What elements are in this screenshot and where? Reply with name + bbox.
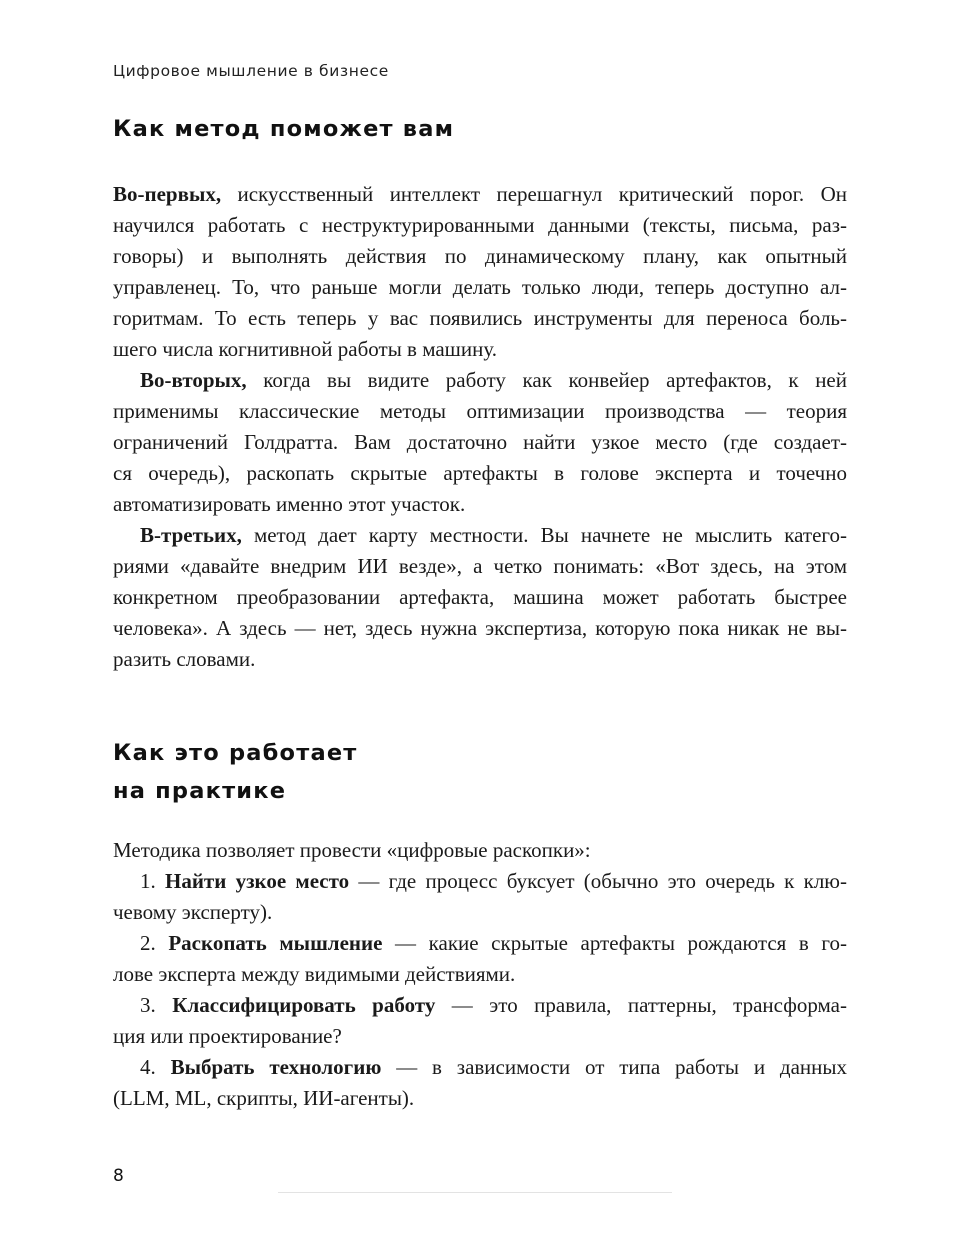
text-run: — какие скрытые артефакты рождаются в го- — [382, 931, 848, 955]
text-run: научился работать с неструктурированными данными (тексты, письма, раз- — [113, 213, 847, 237]
text-line — [113, 241, 847, 272]
text-run: шего числа когнитивной работы в машину. — [113, 337, 497, 361]
text-run: ция или проектирование? — [113, 1024, 342, 1048]
text-run: ограничений Голдратта. Вам достаточно найти узкое место (где создает- — [113, 430, 847, 454]
bold-term: Раскопать мышление — [168, 931, 383, 955]
text-run: человека». А здесь — нет, здесь нужна экспертиза, которую пока никак не вы- — [113, 616, 847, 640]
text-line — [140, 990, 847, 1021]
text-line — [113, 489, 847, 520]
text-run: ся очередь), раскопать скрытые артефакты в голове эксперта и точечно — [113, 461, 847, 485]
text-run: управленец. То, что раньше могли делать только люди, теперь доступно ал- — [113, 275, 847, 299]
text-run: лове эксперта между видимыми действиями. — [113, 962, 516, 986]
text-run: 2. — [140, 931, 169, 955]
section-heading-line-1: Как это работает — [113, 740, 358, 766]
text-line — [140, 365, 847, 396]
text-line — [113, 835, 847, 866]
footer-divider — [278, 1192, 672, 1193]
text-run: 3. — [140, 993, 173, 1017]
text-run: чевому эксперту). — [113, 900, 273, 924]
text-line — [113, 582, 847, 613]
bold-term: Во-вторых, — [140, 368, 247, 392]
text-line — [140, 866, 847, 897]
bold-term: Выбрать технологию — [170, 1055, 382, 1079]
bold-term: Найти узкое место — [165, 869, 350, 893]
bold-term: Классифицировать работу — [172, 993, 436, 1017]
text-line — [113, 1083, 847, 1114]
text-line — [113, 1021, 847, 1052]
text-line — [113, 551, 847, 582]
text-line — [140, 1052, 847, 1083]
section-heading: Как метод поможет вам — [113, 116, 455, 142]
text-run: когда вы видите работу как конвейер артефактов, к ней — [246, 368, 847, 392]
text-line — [113, 396, 847, 427]
text-run: конкретном преобразовании артефакта, машина может работать быстрее — [113, 585, 847, 609]
text-line — [140, 520, 847, 551]
text-run: автоматизировать именно этот участок. — [113, 492, 466, 516]
text-run: — в зависимости от типа работы и данных — [381, 1055, 848, 1079]
text-line — [113, 613, 847, 644]
text-line — [113, 303, 847, 334]
text-run: (LLM, ML, скрипты, ИИ-агенты). — [113, 1086, 415, 1110]
text-line — [113, 959, 847, 990]
text-line — [113, 897, 847, 928]
text-run: разить словами. — [113, 647, 256, 671]
bold-term: Во-первых, — [113, 182, 222, 206]
text-line — [140, 928, 847, 959]
text-run: горитмам. То есть теперь у вас появились инструменты для переноса боль- — [113, 306, 847, 330]
text-line — [113, 210, 847, 241]
text-line — [113, 644, 847, 675]
text-run: 4. — [140, 1055, 171, 1079]
text-line — [113, 458, 847, 489]
text-line — [113, 334, 847, 365]
text-line — [113, 179, 847, 210]
text-run: метод дает карту местности. Вы начнете не мыслить катего- — [241, 523, 847, 547]
text-run: Методика позволяет провести «цифровые раскопки»: — [113, 838, 591, 862]
text-run: — это правила, паттерны, трансформа- — [435, 993, 847, 1017]
running-head: Цифровое мышление в бизнесе — [113, 62, 389, 80]
text-run: 1. — [140, 869, 165, 893]
text-run: применимы классические методы оптимизации производства — теория — [113, 399, 847, 423]
section-heading-line-2: на практике — [113, 778, 287, 804]
text-run: говоры) и выполнять действия по динамическому плану, как опытный — [113, 244, 847, 268]
text-run: искусственный интеллект перешагнул критический порог. Он — [221, 182, 847, 206]
text-line — [113, 272, 847, 303]
text-run: риями «давайте внедрим ИИ везде», а четко понимать: «Вот здесь, на этом — [113, 554, 847, 578]
text-run: — где процесс буксует (обычно это очередь к клю- — [349, 869, 847, 893]
page-number: 8 — [113, 1166, 124, 1186]
text-line — [113, 427, 847, 458]
bold-term: В-третьих, — [140, 523, 242, 547]
